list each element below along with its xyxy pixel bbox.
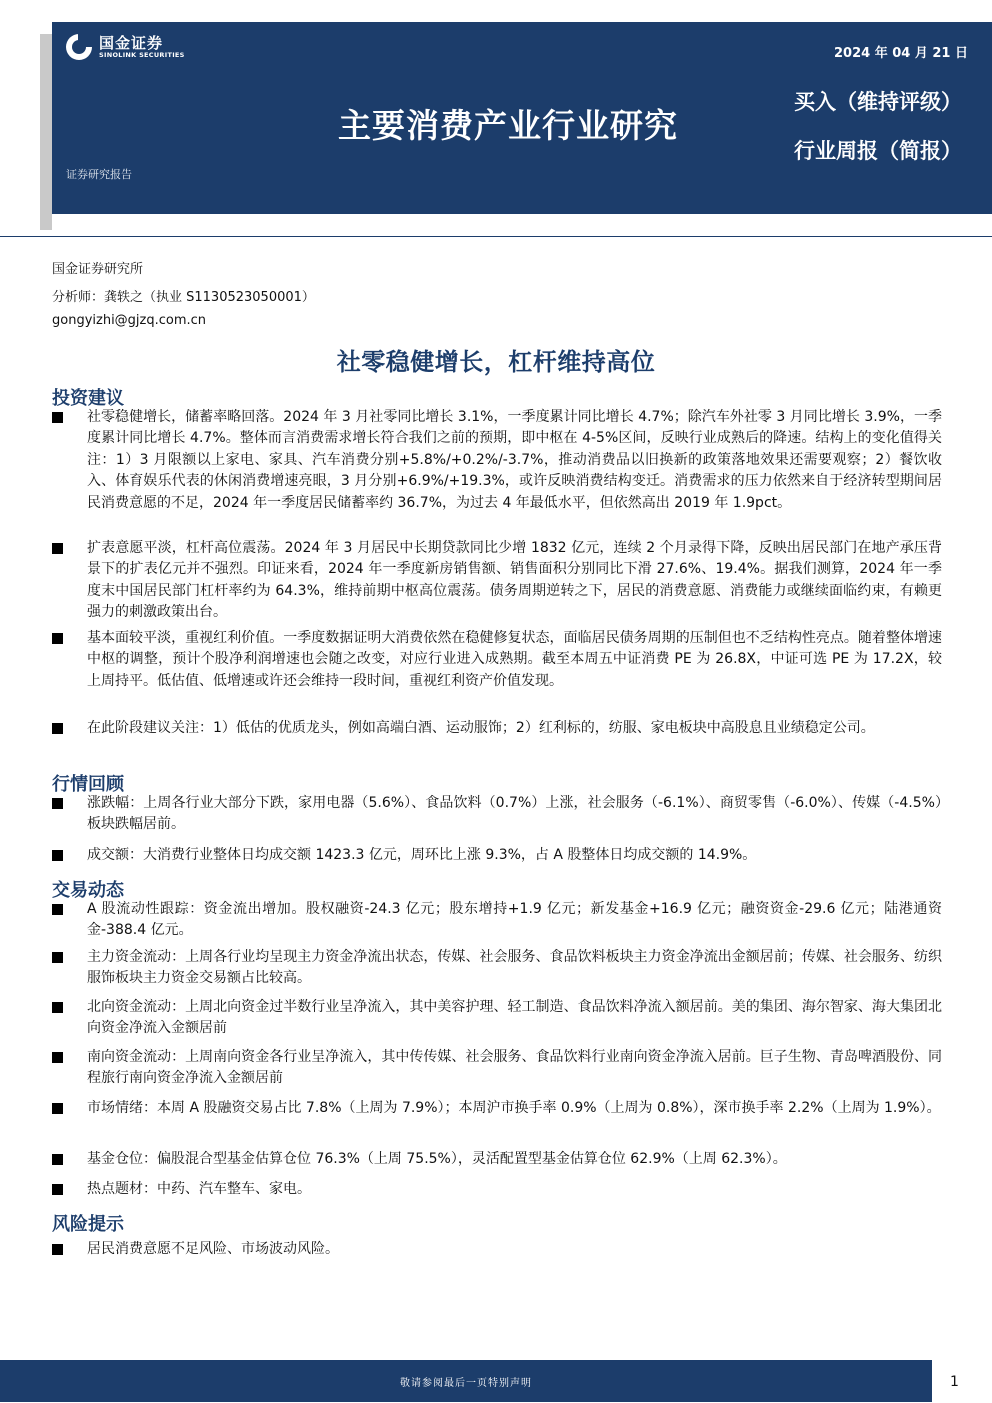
bullet-text: 涨跌幅：上周各行业大部分下跌，家用电器（5.6%）、食品饮料（0.7%）上涨，社会服务（-6.1%）、商贸零售（-6.0%）、传媒（-4.5%）板块跌幅居前。 [87,795,942,833]
report-type-label: 行业周报（简报） [794,139,962,163]
list-item [52,538,942,624]
footer-disclaimer: 敬请参阅最后一页特别声明 [400,1378,532,1389]
bullet-square-icon [52,952,63,963]
bullet-text: A 股流动性跟踪：资金流出增加。股权融资-24.3 亿元；股东增持+1.9 亿元；新发基金+16.9 亿元；融资资金-29.6 亿元；陆港通资金-388.4 亿元。 [87,901,942,939]
list-item [52,997,942,1040]
analyst-email[interactable]: gongyizhi@gjzq.com.cn [52,313,207,328]
bullet-square-icon [52,543,63,554]
report-category: 证券研究报告 [66,168,132,181]
report-headline: 社零稳健增长，杠杆维持高位 [336,348,656,376]
logo-text-en: SINOLINK SECURITIES [99,50,185,59]
list-item [52,845,942,866]
sinolink-logo-icon [66,34,92,60]
list-item [52,1149,942,1170]
report-date: 2024 年 04 月 21 日 [834,46,968,61]
list-item [52,1098,942,1119]
bullet-square-icon [52,904,63,915]
header-divider [0,236,992,237]
bullet-square-icon [52,1103,63,1114]
section-title-market-review: 行情回顾 [52,774,124,795]
company-logo [66,34,185,60]
institute-name: 国金证券研究所 [52,262,144,277]
list-item [52,947,942,990]
report-title: 主要消费产业行业研究 [338,106,678,145]
section-title-investment: 投资建议 [52,388,124,409]
bullet-text: 基金仓位：偏股混合型基金估算仓位 76.3%（上周 75.5%），灵活配置型基金估算仓位 62.9%（上周 62.3%）。 [87,1151,787,1167]
bullet-text: 基本面较平淡，重视红利价值。一季度数据证明大消费依然在稳健修复状态，面临居民债务周期的压制但也不乏结构性亮点。随着整体增速中枢的调整，预计个股净利润增速也会随之改变，对应行业进入成熟期。截至本周五中证消费 PE 为 26.8X，中证可选 PE 为 17.2X，较上周持平。低估值、低增速或许还会维持一段时间，重视红利资产价值发现。 [87,630,942,689]
bullet-square-icon [52,1244,63,1255]
bullet-square-icon [52,850,63,861]
list-item [52,1179,942,1200]
bullet-square-icon [52,1184,63,1195]
page-number: 1 [950,1374,959,1390]
list-item [52,407,942,514]
list-item [52,899,942,942]
rating-label: 买入（维持评级） [794,90,962,114]
section-title-trading: 交易动态 [52,880,124,901]
bullet-square-icon [52,1154,63,1165]
analyst-info: 分析师：龚轶之（执业 S1130523050001） [52,290,315,305]
list-item [52,628,942,692]
bullet-text: 扩表意愿平淡，杠杆高位震荡。2024 年 3 月居民中长期贷款同比少增 1832 亿元，连续 2 个月录得下降，反映出居民部门在地产承压背景下的扩表亿元并不强烈。印证来看，2024 年一季度新房销售额、销售面积分别同比下滑 27.6%、19.4%。据我们测算，2024 年一季度末中国居民部门杠杆率约为 64.3%，维持前期中枢高位震荡。债务周期逆转之下，居民的消费意愿、消费能力或继续面临约束，有赖更强力的刺激政策出台。 [87,540,942,621]
report-banner [52,22,992,214]
bullet-text: 南向资金流动：上周南向资金各行业呈净流入，其中传传媒、社会服务、食品饮料行业南向资金净流入居前。巨子生物、青岛啤酒股份、同程旅行南向资金净流入金额居前 [87,1049,942,1087]
list-item [52,1047,942,1090]
bullet-text: 成交额：大消费行业整体日均成交额 1423.3 亿元，周环比上涨 9.3%，占 A 股整体日均成交额的 14.9%。 [87,847,757,863]
bullet-text: 热点题材：中药、汽车整车、家电。 [87,1181,311,1197]
list-item [52,793,942,836]
banner-shadow [40,34,52,230]
bullet-square-icon [52,798,63,809]
list-item [52,718,942,739]
bullet-text: 市场情绪：本周 A 股融资交易占比 7.8%（上周为 7.9%）；本周沪市换手率 0.9%（上周为 0.8%），深市换手率 2.2%（上周为 1.9%）。 [87,1100,941,1116]
bullet-square-icon [52,1002,63,1013]
bullet-square-icon [52,412,63,423]
list-item [52,1239,942,1260]
bullet-text: 北向资金流动：上周北向资金过半数行业呈净流入，其中美容护理、轻工制造、食品饮料净流入额居前。美的集团、海尔智家、海大集团北向资金净流入金额居前 [87,999,942,1037]
bullet-square-icon [52,723,63,734]
bullet-text: 社零稳健增长，储蓄率略回落。2024 年 3 月社零同比增长 3.1%，一季度累计同比增长 4.7%；除汽车外社零 3 月同比增长 3.9%，一季度累计同比增长 4.7%。整体而言消费需求增长符合我们之前的预期，即中枢在 4-5%区间，反映行业成熟后的降速。结构上的变化值得关注：1）3 月限额以上家电、家具、汽车消费分别+5.8%/+0.2%/-3.7%，推动消费品以旧换新的政策落地效果还需要观察；2）餐饮收入、体育娱乐代表的休闲消费增速亮眼，3 月分别+6.9%/+19.3%，或许反映消费结构变迁。消费需求的压力依然来自于经济转型期间居民消费意愿的不足，2024 年一季度居民储蓄率约 36.7%，为过去 4 年最低水平，但依然高出 2019 年 1.9pct。 [87,409,942,511]
logo-text-cn: 国金证券 [99,33,164,52]
section-title-risk: 风险提示 [52,1214,124,1235]
bullet-square-icon [52,1052,63,1063]
bullet-text: 居民消费意愿不足风险、市场波动风险。 [87,1241,339,1257]
bullet-text: 主力资金流动：上周各行业均呈现主力资金净流出状态，传媒、社会服务、食品饮料板块主力资金净流出金额居前；传媒、社会服务、纺织服饰板块主力资金交易额占比较高。 [87,949,942,987]
bullet-square-icon [52,633,63,644]
bullet-text: 在此阶段建议关注：1）低估的优质龙头，例如高端白酒、运动服饰；2）红利标的，纺服、家电板块中高股息且业绩稳定公司。 [87,720,875,736]
